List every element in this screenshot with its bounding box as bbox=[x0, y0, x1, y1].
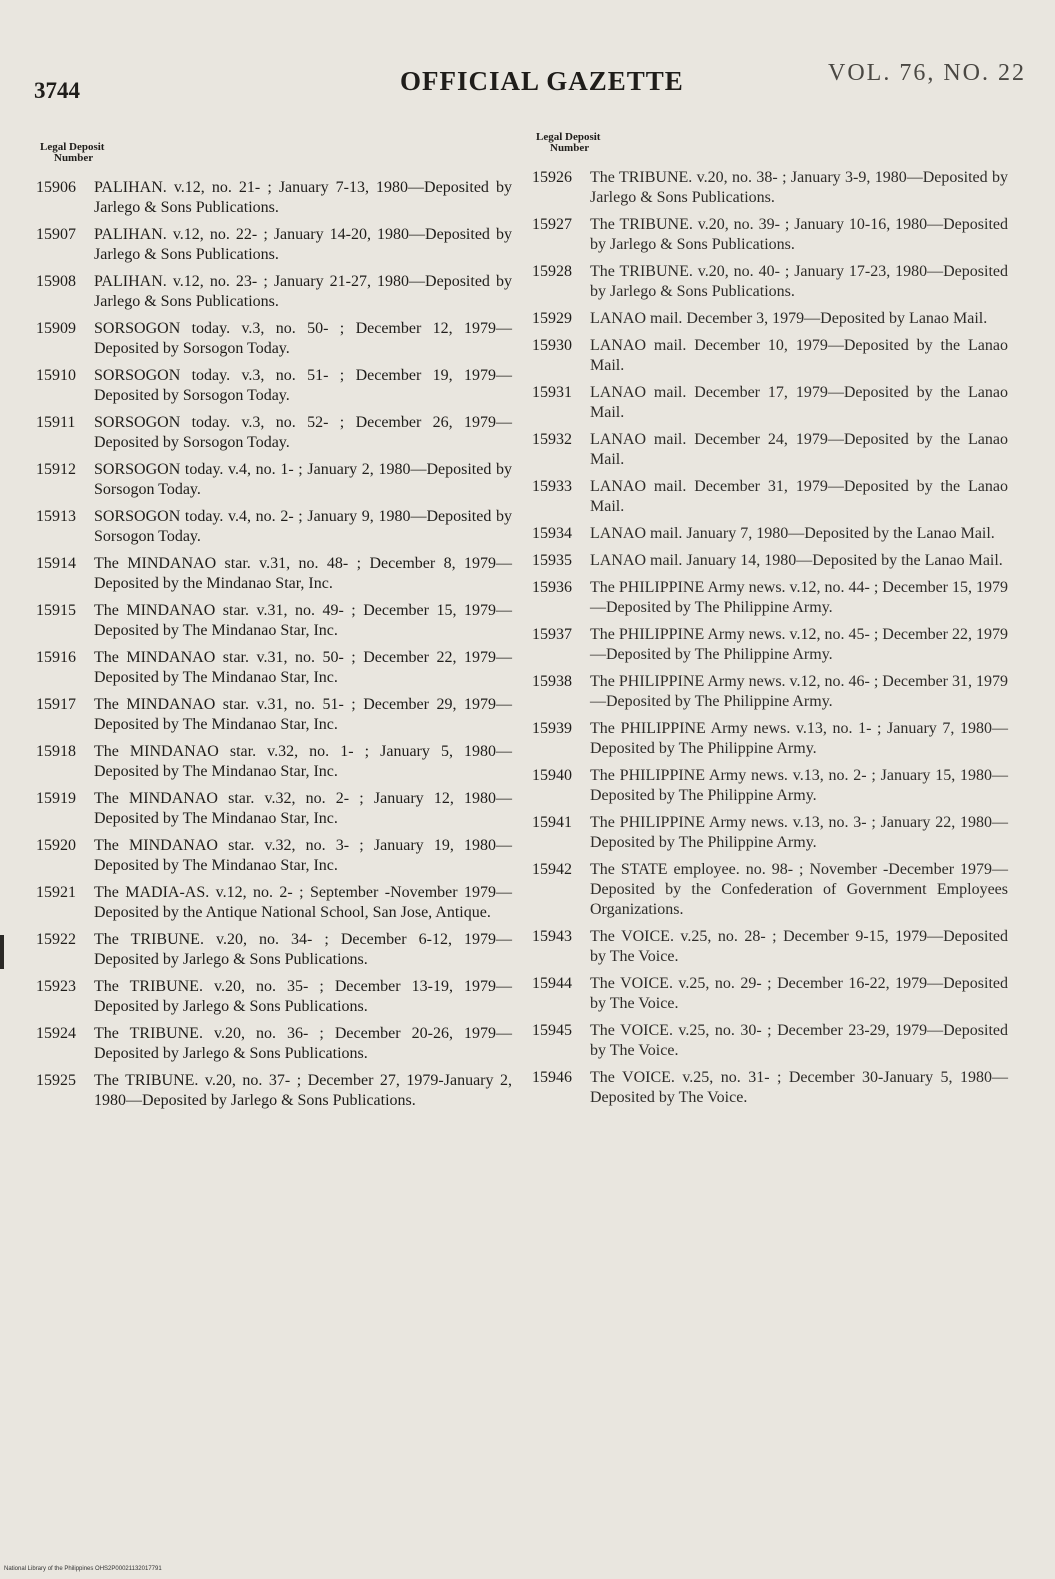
deposit-number: 15945 bbox=[532, 1022, 572, 1039]
scan-footer: National Library of the Philippines OHS2P00021132017791 bbox=[4, 1566, 162, 1572]
deposit-entry bbox=[532, 719, 1008, 759]
deposit-description: The PHILIPPINE Army news. v.13, no. 3- ; January 22, 1980—Deposited by The Philippine Army. bbox=[590, 814, 1008, 851]
deposit-number: 15946 bbox=[532, 1069, 572, 1086]
deposit-number: 15908 bbox=[36, 273, 76, 290]
deposit-number: 15938 bbox=[532, 673, 572, 690]
deposit-description: LANAO mail. December 10, 1979—Deposited by the Lanao Mail. bbox=[590, 337, 1008, 374]
deposit-entry bbox=[36, 1024, 512, 1064]
deposit-entry bbox=[532, 430, 1008, 470]
deposit-description: SORSOGON today. v.3, no. 51- ; December 19, 1979—Deposited by Sorsogon Today. bbox=[94, 367, 512, 404]
deposit-description: The TRIBUNE. v.20, no. 34- ; December 6-12, 1979—Deposited by Jarlego & Sons Publications. bbox=[94, 931, 512, 968]
deposit-description: The TRIBUNE. v.20, no. 36- ; December 20-26, 1979—Deposited by Jarlego & Sons Publications. bbox=[94, 1025, 512, 1062]
deposit-entry bbox=[532, 524, 1008, 544]
deposit-entry bbox=[532, 477, 1008, 517]
deposit-description: SORSOGON today. v.3, no. 52- ; December 26, 1979—Deposited by Sorsogon Today. bbox=[94, 414, 512, 451]
deposit-entry bbox=[36, 413, 512, 453]
deposit-entry bbox=[36, 319, 512, 359]
deposit-description: The TRIBUNE. v.20, no. 37- ; December 27, 1979-January 2, 1980—Deposited by Jarlego & Sons Publications. bbox=[94, 1072, 512, 1109]
deposit-entry bbox=[36, 178, 512, 218]
deposit-entry bbox=[532, 168, 1008, 208]
deposit-number: 15927 bbox=[532, 216, 572, 233]
deposit-entry bbox=[36, 695, 512, 735]
deposit-number: 15919 bbox=[36, 790, 76, 807]
deposit-entry bbox=[532, 974, 1008, 1014]
right-entry-list bbox=[532, 168, 1008, 1108]
deposit-description: The TRIBUNE. v.20, no. 39- ; January 10-16, 1980—Deposited by Jarlego & Sons Publications. bbox=[590, 216, 1008, 253]
deposit-entry bbox=[532, 1068, 1008, 1108]
deposit-number: 15910 bbox=[36, 367, 76, 384]
deposit-entry bbox=[532, 215, 1008, 255]
deposit-number: 15932 bbox=[532, 431, 572, 448]
deposit-number: 15911 bbox=[36, 414, 76, 431]
deposit-description: The PHILIPPINE Army news. v.12, no. 46- ; December 31, 1979—Deposited by The Philippine Army. bbox=[590, 673, 1009, 710]
deposit-number: 15924 bbox=[36, 1025, 76, 1042]
deposit-description: LANAO mail. December 3, 1979—Deposited by Lanao Mail. bbox=[590, 310, 988, 327]
deposit-entry bbox=[532, 860, 1008, 920]
deposit-number: 15906 bbox=[36, 179, 76, 196]
deposit-number: 15941 bbox=[532, 814, 572, 831]
deposit-description: LANAO mail. January 14, 1980—Deposited by the Lanao Mail. bbox=[590, 552, 1003, 569]
deposit-entry bbox=[532, 336, 1008, 376]
deposit-number: 15944 bbox=[532, 975, 572, 992]
deposit-number: 15921 bbox=[36, 884, 76, 901]
deposit-entry bbox=[36, 789, 512, 829]
deposit-description: The TRIBUNE. v.20, no. 38- ; January 3-9, 1980—Deposited by Jarlego & Sons Publications. bbox=[590, 169, 1008, 206]
deposit-description: The PHILIPPINE Army news. v.12, no. 45- ; December 22, 1979—Deposited by The Philippine Army. bbox=[590, 626, 1009, 663]
deposit-description: The MINDANAO star. v.32, no. 2- ; January 12, 1980—Deposited by The Mindanao Star, Inc. bbox=[94, 790, 512, 827]
deposit-description: The VOICE. v.25, no. 28- ; December 9-15, 1979—Deposited by The Voice. bbox=[590, 928, 1008, 965]
deposit-number: 15923 bbox=[36, 978, 76, 995]
deposit-number: 15912 bbox=[36, 461, 76, 478]
deposit-number: 15936 bbox=[532, 579, 572, 596]
deposit-entry bbox=[532, 813, 1008, 853]
deposit-number: 15925 bbox=[36, 1072, 76, 1089]
deposit-entry bbox=[532, 766, 1008, 806]
deposit-number: 15939 bbox=[532, 720, 572, 737]
deposit-entry bbox=[532, 927, 1008, 967]
deposit-description: The VOICE. v.25, no. 31- ; December 30-January 5, 1980—Deposited by The Voice. bbox=[590, 1069, 1008, 1106]
deposit-entry bbox=[36, 366, 512, 406]
deposit-entry bbox=[532, 383, 1008, 423]
deposit-number: 15926 bbox=[532, 169, 572, 186]
deposit-description: The MINDANAO star. v.31, no. 48- ; December 8, 1979—Deposited by the Mindanao Star, Inc. bbox=[94, 555, 512, 592]
deposit-description: The MADIA-AS. v.12, no. 2- ; September -November 1979—Deposited by the Antique National School, San Jose, Antique. bbox=[94, 884, 512, 921]
deposit-number: 15929 bbox=[532, 310, 572, 327]
deposit-description: PALIHAN. v.12, no. 21- ; January 7-13, 1980—Deposited by Jarlego & Sons Publications. bbox=[94, 179, 512, 216]
deposit-number: 15942 bbox=[532, 861, 572, 878]
volume-label: VOL. 76, NO. 22 bbox=[828, 60, 1026, 86]
column-heading bbox=[536, 132, 1008, 154]
deposit-number: 15918 bbox=[36, 743, 76, 760]
deposit-number: 15914 bbox=[36, 555, 76, 572]
deposit-description: LANAO mail. December 24, 1979—Deposited by the Lanao Mail. bbox=[590, 431, 1008, 468]
column-heading bbox=[40, 142, 512, 164]
deposit-number: 15915 bbox=[36, 602, 76, 619]
deposit-entry bbox=[36, 883, 512, 923]
deposit-entry bbox=[532, 309, 1008, 329]
deposit-number: 15943 bbox=[532, 928, 572, 945]
deposit-number: 15940 bbox=[532, 767, 572, 784]
deposit-number: 15920 bbox=[36, 837, 76, 854]
column-heading-line1: Legal Deposit bbox=[40, 141, 105, 153]
deposit-entry bbox=[36, 648, 512, 688]
deposit-description: The PHILIPPINE Army news. v.13, no. 2- ; January 15, 1980—Deposited by The Philippine Army. bbox=[590, 767, 1008, 804]
deposit-number: 15909 bbox=[36, 320, 76, 337]
deposit-description: LANAO mail. January 7, 1980—Deposited by the Lanao Mail. bbox=[590, 525, 995, 542]
column-heading-line2: Number bbox=[550, 142, 590, 154]
deposit-number: 15922 bbox=[36, 931, 76, 948]
deposit-number: 15907 bbox=[36, 226, 76, 243]
deposit-description: The MINDANAO star. v.32, no. 1- ; January 5, 1980—Deposited by The Mindanao Star, Inc. bbox=[94, 743, 512, 780]
deposit-description: The MINDANAO star. v.31, no. 51- ; December 29, 1979—Deposited by The Mindanao Star, Inc. bbox=[94, 696, 512, 733]
deposit-number: 15931 bbox=[532, 384, 572, 401]
deposit-description: The STATE employee. no. 98- ; November -December 1979—Deposited by the Confederation of Government Employees Organizations. bbox=[590, 861, 1008, 918]
deposit-entry bbox=[36, 977, 512, 1017]
deposit-entry bbox=[36, 930, 512, 970]
deposit-entry bbox=[532, 578, 1008, 618]
deposit-entry bbox=[36, 836, 512, 876]
deposit-number: 15917 bbox=[36, 696, 76, 713]
deposit-description: The MINDANAO star. v.32, no. 3- ; January 19, 1980—Deposited by The Mindanao Star, Inc. bbox=[94, 837, 512, 874]
deposit-number: 15916 bbox=[36, 649, 76, 666]
deposit-entry bbox=[532, 1021, 1008, 1061]
deposit-entry bbox=[36, 460, 512, 500]
deposit-description: The PHILIPPINE Army news. v.13, no. 1- ; January 7, 1980—Deposited by The Philippine Army. bbox=[590, 720, 1008, 757]
deposit-entry bbox=[36, 1071, 512, 1111]
deposit-entry bbox=[532, 551, 1008, 571]
right-column bbox=[532, 132, 1008, 1115]
deposit-number: 15913 bbox=[36, 508, 76, 525]
deposit-entry bbox=[36, 554, 512, 594]
deposit-description: The VOICE. v.25, no. 29- ; December 16-22, 1979—Deposited by The Voice. bbox=[590, 975, 1008, 1012]
deposit-number: 15933 bbox=[532, 478, 572, 495]
deposit-description: PALIHAN. v.12, no. 22- ; January 14-20, 1980—Deposited by Jarlego & Sons Publications. bbox=[94, 226, 512, 263]
deposit-entry bbox=[36, 507, 512, 547]
column-heading-line2: Number bbox=[54, 152, 94, 164]
left-column bbox=[36, 142, 512, 1118]
deposit-description: The TRIBUNE. v.20, no. 40- ; January 17-23, 1980—Deposited by Jarlego & Sons Publications. bbox=[590, 263, 1008, 300]
deposit-description: The PHILIPPINE Army news. v.12, no. 44- ; December 15, 1979—Deposited by The Philippine Army. bbox=[590, 579, 1009, 616]
deposit-description: LANAO mail. December 17, 1979—Deposited by the Lanao Mail. bbox=[590, 384, 1008, 421]
page-number: 3744 bbox=[34, 78, 80, 103]
deposit-number: 15928 bbox=[532, 263, 572, 280]
deposit-description: PALIHAN. v.12, no. 23- ; January 21-27, 1980—Deposited by Jarlego & Sons Publications. bbox=[94, 273, 512, 310]
deposit-entry bbox=[532, 625, 1008, 665]
deposit-description: The TRIBUNE. v.20, no. 35- ; December 13-19, 1979—Deposited by Jarlego & Sons Publications. bbox=[94, 978, 512, 1015]
deposit-description: SORSOGON today. v.4, no. 1- ; January 2, 1980—Deposited by Sorsogon Today. bbox=[94, 461, 512, 498]
deposit-description: SORSOGON today. v.3, no. 50- ; December 12, 1979—Deposited by Sorsogon Today. bbox=[94, 320, 512, 357]
deposit-entry bbox=[36, 225, 512, 265]
deposit-description: SORSOGON today. v.4, no. 2- ; January 9, 1980—Deposited by Sorsogon Today. bbox=[94, 508, 512, 545]
deposit-entry bbox=[36, 601, 512, 641]
deposit-entry bbox=[532, 672, 1008, 712]
page-title: OFFICIAL GAZETTE bbox=[400, 66, 684, 96]
deposit-description: LANAO mail. December 31, 1979—Deposited by the Lanao Mail. bbox=[590, 478, 1008, 515]
scan-edge-mark bbox=[0, 935, 4, 969]
left-entry-list bbox=[36, 178, 512, 1111]
deposit-entry bbox=[532, 262, 1008, 302]
deposit-number: 15930 bbox=[532, 337, 572, 354]
column-heading-line1: Legal Deposit bbox=[536, 131, 601, 143]
deposit-description: The MINDANAO star. v.31, no. 50- ; December 22, 1979—Deposited by The Mindanao Star, Inc. bbox=[94, 649, 512, 686]
deposit-entry bbox=[36, 742, 512, 782]
deposit-description: The VOICE. v.25, no. 30- ; December 23-29, 1979—Deposited by The Voice. bbox=[590, 1022, 1008, 1059]
deposit-description: The MINDANAO star. v.31, no. 49- ; December 15, 1979—Deposited by The Mindanao Star, Inc. bbox=[94, 602, 512, 639]
deposit-number: 15934 bbox=[532, 525, 572, 542]
deposit-number: 15935 bbox=[532, 552, 572, 569]
deposit-entry bbox=[36, 272, 512, 312]
deposit-number: 15937 bbox=[532, 626, 572, 643]
